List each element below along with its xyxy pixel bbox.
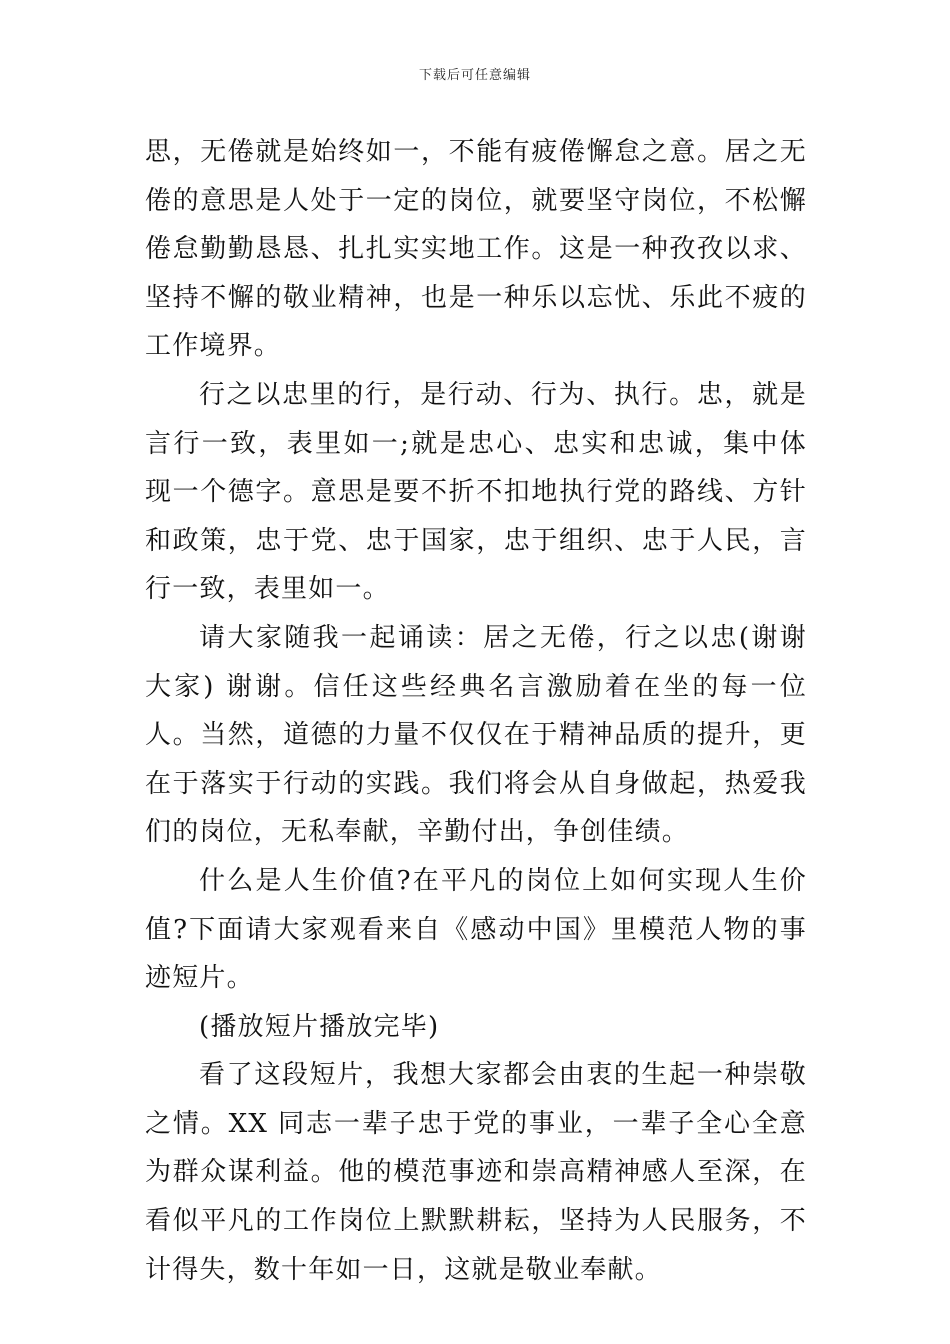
paragraph-life-value: 什么是人生价值?在平凡的岗位上如何实现人生价值?下面请大家观看来自《感动中国》里模范人物的事迹短片。 xyxy=(145,865,807,994)
page-header: 下载后可任意编辑 xyxy=(418,68,531,83)
paragraph-recitation: 请大家随我一起诵读：居之无倦，行之以忠(谢谢大家) 谢谢。信任这些经典名言激励着在坐的每一位人。当然，道德的力量不仅仅在于精神品质的提升，更在于落实于行动的实践。我们将会从自身做起，热爱我们的岗位，无私奉献，辛勤付出，争创佳绩。 xyxy=(145,622,807,848)
paragraph-reflection: 看了这段短片，我想大家都会由衷的生起一种崇敬之情。XX 同志一辈子忠于党的事业，一辈子全心全意为群众谋利益。他的模范事迹和崇高精神感人至深，在看似平凡的工作岗位上默默耕耘，坚持为人民服务，不计得失，数十年如一日，这就是敬业奉献。 xyxy=(145,1060,807,1285)
paragraph-video-note: (播放短片播放完毕) xyxy=(199,1011,440,1042)
document-body xyxy=(145,128,807,1294)
paragraph-xing-zhi-yi-zhong: 行之以忠里的行，是行动、行为、执行。忠，就是言行一致，表里如一;就是忠心、忠实和忠诚，集中体现一个德字。意思是要不折不扣地执行党的路线、方针和政策，忠于党、忠于国家，忠于组织、忠于人民，言行一致，表里如一。 xyxy=(145,379,807,605)
paragraph-continuation: 思，无倦就是始终如一，不能有疲倦懈怠之意。居之无倦的意思是人处于一定的岗位，就要坚守岗位，不松懈倦怠勤勤恳恳、扎扎实实地工作。这是一种孜孜以求、坚持不懈的敬业精神，也是一种乐以忘忧、乐此不疲的工作境界。 xyxy=(145,137,807,362)
